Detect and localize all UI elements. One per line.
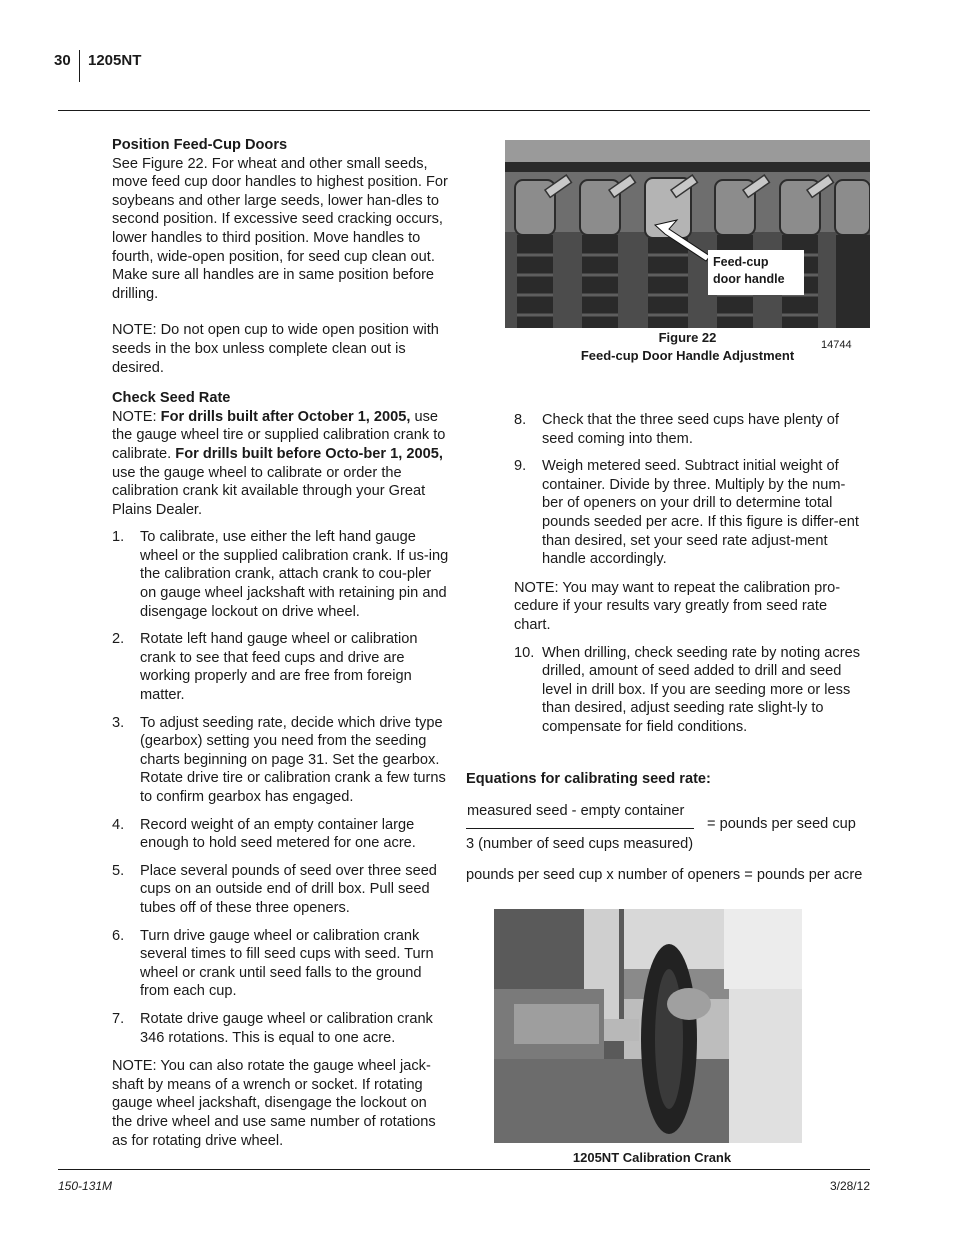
step-number: 6. xyxy=(112,927,125,944)
equations-heading: Equations for calibrating seed rate: xyxy=(466,771,711,787)
note-after-date: For drills built after October 1, 2005, xyxy=(160,408,411,425)
header-divider xyxy=(79,50,80,82)
note-drill-dates xyxy=(112,408,450,520)
feed-cup-door-handle-callout: Feed-cup door handle xyxy=(708,250,804,295)
step-number: 7. xyxy=(112,1010,125,1027)
steps-list-right xyxy=(514,411,860,569)
list-item xyxy=(514,644,860,737)
list-item xyxy=(112,528,450,621)
list-item xyxy=(112,862,450,918)
list-item xyxy=(112,630,450,704)
figure-22-caption: Feed-cup Door Handle Adjustment xyxy=(580,348,795,363)
step-number: 2. xyxy=(112,631,125,648)
step-text: Rotate drive gauge wheel or calibration crank 346 rotations. This is equal to one acre. xyxy=(140,1010,433,1046)
equation-numerator: measured seed - empty container xyxy=(467,803,685,819)
step-number: 8. xyxy=(514,412,527,428)
step-number: 10. xyxy=(514,644,535,661)
feed-cup-photo-illustration xyxy=(505,140,870,328)
note-before-date: For drills built before Octo-ber 1, 2005, xyxy=(175,445,443,462)
heading-check-seed-rate: Check Seed Rate xyxy=(112,390,231,407)
revision-date: 3/28/12 xyxy=(829,1179,870,1193)
step-number: 5. xyxy=(112,862,125,879)
right-column xyxy=(514,411,860,737)
step-text: To adjust seeding rate, decide which drive type (gearbox) setting you need from the seeding charts beginning on page 31. Set the gearbox. Rotate drive tire or calibration crank a few turns to confirm gearbox has engaged. xyxy=(140,714,446,805)
step-text: Weigh metered seed. Subtract initial weight of container. Divide by three. Multiply by the num-ber of openers on your drill to determine total pounds seeded per acre. If this figure is differ-ent than desired, set your seed rate adjust-ment handle accordingly. xyxy=(542,458,859,568)
fraction-bar xyxy=(466,828,694,829)
figure-22-image-number: 14744 xyxy=(821,339,852,351)
step-text: Place several pounds of seed over three seed cups on an outside end of drill box. Pull seed tubes off of these three openers. xyxy=(140,862,437,916)
list-item xyxy=(112,816,450,853)
list-item xyxy=(514,457,860,569)
heading-position-feed-cup-doors: Position Feed-Cup Doors xyxy=(112,137,288,153)
step-text: To calibrate, use either the left hand gauge wheel or the supplied calibration crank. If us-ing the calibration crank, attach crank to cou-pler on gauge wheel jackshaft with retaining pin and disengage lockout on drive wheel. xyxy=(140,529,449,620)
note-text-1: use the gauge wheel tire or supplied calibration crank to calibrate. xyxy=(112,408,446,462)
list-item xyxy=(112,927,450,1001)
step-text: Record weight of an empty container large enough to hold seed metered for one acre. xyxy=(140,816,416,852)
paragraph-feed-cup-doors: See Figure 22. For wheat and other small seeds, move feed cup door handles to highest position. For soybeans and other large seeds, lower han-dles to second position. If excessive seed cracking occurs, lower handles to third position. Move handles to fourth, wide-open position, for seed cup clean out. Make sure all handles are in same position before drilling. xyxy=(112,155,448,302)
step-text: Turn drive gauge wheel or calibration crank several times to fill seed cups with seed. Turn wheel or crank until seed falls to the ground from each cup. xyxy=(140,927,434,1000)
note-repeat-calibration: NOTE: You may want to repeat the calibration pro-cedure if your results vary greatly from seed rate chart. xyxy=(514,579,841,633)
figure-22-photo xyxy=(505,140,870,328)
list-item xyxy=(112,714,450,807)
figure-22-title: Figure 22 xyxy=(658,330,717,345)
step-number: 9. xyxy=(514,458,527,475)
note-prefix: NOTE: xyxy=(112,408,161,425)
calibration-crank-photo xyxy=(494,909,802,1143)
step-text: Check that the three seed cups have plenty of seed coming into them. xyxy=(542,412,839,447)
list-item xyxy=(514,411,860,448)
note-wide-open: NOTE: Do not open cup to wide open position with seeds in the box unless complete clean out is desired. xyxy=(112,322,439,376)
step-number: 4. xyxy=(112,816,125,833)
top-rule xyxy=(58,110,870,111)
step-number: 1. xyxy=(112,529,125,546)
equation-result: = pounds per seed cup xyxy=(707,816,856,832)
model-name: 1205NT xyxy=(88,52,142,69)
step-number: 3. xyxy=(112,714,125,731)
step-text: When drilling, check seeding rate by noting acres drilled, amount of seed added to drill and seed level in drill box. If you are seeding more or less than desired, adjust seeding rate slight-ly to compensate for field conditions. xyxy=(542,644,860,735)
equation-denominator: 3 (number of seed cups measured) xyxy=(466,836,694,852)
list-item xyxy=(112,1010,450,1047)
note-jackshaft: NOTE: You can also rotate the gauge wheel jack-shaft by means of a wrench or socket. If rotating gauge wheel jackshaft, disengage the lockout on the drive wheel and use same number of rotations as for rotating drive wheel. xyxy=(112,1058,436,1149)
calibration-crank-illustration xyxy=(494,909,802,1143)
equation-pounds-per-acre: pounds per seed cup x number of openers = pounds per acre xyxy=(466,867,863,883)
steps-list-left xyxy=(112,528,450,1047)
calibration-crank-caption: 1205NT Calibration Crank xyxy=(572,1150,732,1165)
left-column xyxy=(112,136,450,1150)
page-number: 30 xyxy=(54,52,71,69)
bottom-rule xyxy=(58,1169,870,1170)
note-text-2: use the gauge wheel to calibrate or order the calibration crank kit available through your Great Plains Dealer. xyxy=(112,464,426,518)
document-number: 150-131M xyxy=(58,1179,113,1193)
step-text: Rotate left hand gauge wheel or calibration crank to see that feed cups and drive are working properly and are free from foreign matter. xyxy=(140,631,418,704)
